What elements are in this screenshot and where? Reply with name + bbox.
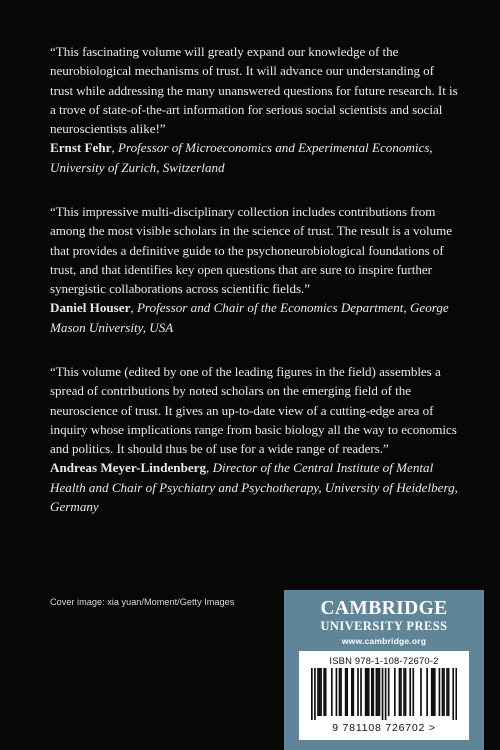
barcode-bar xyxy=(351,668,353,716)
barcode-bar xyxy=(317,668,319,716)
review-blurb-3 xyxy=(50,362,460,516)
review-attribution xyxy=(50,298,460,337)
publisher-url: www.cambridge.org xyxy=(341,636,427,646)
barcode-bar xyxy=(323,668,325,716)
reviewer-name: Daniel Houser xyxy=(50,300,131,316)
barcode-bar xyxy=(442,668,444,716)
barcode-bar xyxy=(400,668,402,716)
barcode-bar xyxy=(446,668,448,716)
barcode-bar xyxy=(452,668,454,720)
isbn-number: ISBN 978-1-108-72670-2 xyxy=(329,655,439,666)
barcode-bar xyxy=(434,668,436,716)
barcode-bar xyxy=(339,668,341,716)
barcode-bar xyxy=(366,668,368,716)
barcode-bar xyxy=(368,668,370,716)
barcode-bar xyxy=(372,668,374,716)
barcode-bar xyxy=(455,668,457,720)
publisher-name: CAMBRIDGE xyxy=(320,598,448,619)
review-blurb-2 xyxy=(50,202,460,337)
barcode-bar xyxy=(360,668,362,716)
barcode-icon xyxy=(311,668,457,720)
reviewer-name: Ernst Fehr xyxy=(50,140,112,156)
barcode-bar xyxy=(385,668,387,720)
barcode-bar xyxy=(319,668,321,716)
barcode-bar xyxy=(357,668,359,716)
barcode-digits: 9 781108 726702 > xyxy=(332,722,436,734)
barcode-bar xyxy=(399,668,401,716)
barcode-bar xyxy=(346,668,348,716)
barcode-bar xyxy=(377,668,379,716)
barcode-bar xyxy=(420,668,422,716)
review-attribution xyxy=(50,458,460,516)
review-quote: “This volume (edited by one of the leading figures in the field) assembles a spread of contributions by noted scholars on the emerging field of the neuroscience of trust. It gives an up-to-date view of a cutting-edge area of inquiry whose implications range from basic biology all the way to economics and politics. It should thus be of use for a wide range of readers.” xyxy=(50,364,457,457)
publisher-panel xyxy=(284,590,484,750)
barcode-bar xyxy=(325,668,327,716)
barcode-label xyxy=(299,651,469,740)
barcode-bar xyxy=(426,668,428,716)
barcode-bar xyxy=(443,668,445,716)
barcode-bar xyxy=(403,668,405,716)
review-quote: “This fascinating volume will greatly expand our knowledge of the neurobiological mechanisms of trust. It will advance our understanding of trust while addressing the many unanswered questions for future research. It is a trove of state-of-the-art information for serious social scientists and social neuroscientists alike!” xyxy=(50,44,458,137)
review-attribution xyxy=(50,138,460,177)
barcode-bar xyxy=(336,668,338,716)
cover-image-credit: Cover image: xia yuan/Moment/Getty Images xyxy=(50,597,235,607)
barcode-bar xyxy=(365,668,367,716)
barcode-bar xyxy=(388,668,390,716)
review-quote: “This impressive multi-disciplinary collection includes contributions from among the most visible scholars in the science of trust. The result is a volume that provides a definitive guide to the psychoneurobiological foundations of trust, and that identifies key open questions that are sure to inspire further synergistic collaborations across scientific fields.” xyxy=(50,204,452,297)
barcode-bar xyxy=(448,668,450,716)
barcode-bar xyxy=(431,668,433,716)
barcode-bar xyxy=(314,668,316,720)
barcode-bar xyxy=(379,668,381,716)
publisher-subname: UNIVERSITY PRESS xyxy=(320,619,448,633)
barcode-bar xyxy=(412,668,414,716)
barcode-bar xyxy=(439,668,441,716)
barcode-bar xyxy=(352,668,354,716)
reviewer-title: , Professor of Microeconomics and Experimental Economics, University of Zurich, Switzerland xyxy=(50,140,433,175)
barcode-bar xyxy=(394,668,396,716)
barcode-bar xyxy=(432,668,434,716)
barcode-bar xyxy=(340,668,342,716)
barcode-bar xyxy=(382,668,384,720)
barcode-bar xyxy=(345,668,347,716)
reviewer-title: , Professor and Chair of the Economics Department, George Mason University, USA xyxy=(50,300,449,335)
barcode-bar xyxy=(331,668,333,716)
reviewer-name: Andreas Meyer-Lindenberg xyxy=(50,460,207,476)
reviewer-title: , Director of the Central Institute of Mental Health and Chair of Psychiatry and Psychotherapy, University of Heidelberg, Germany xyxy=(50,460,458,515)
barcode-bar xyxy=(320,668,322,716)
barcode-bar xyxy=(405,668,407,716)
barcode-bar xyxy=(409,668,411,716)
barcode-bar xyxy=(376,668,378,716)
barcode-bar xyxy=(311,668,313,720)
barcode-bar xyxy=(371,668,373,716)
review-blurb-1 xyxy=(50,42,460,177)
